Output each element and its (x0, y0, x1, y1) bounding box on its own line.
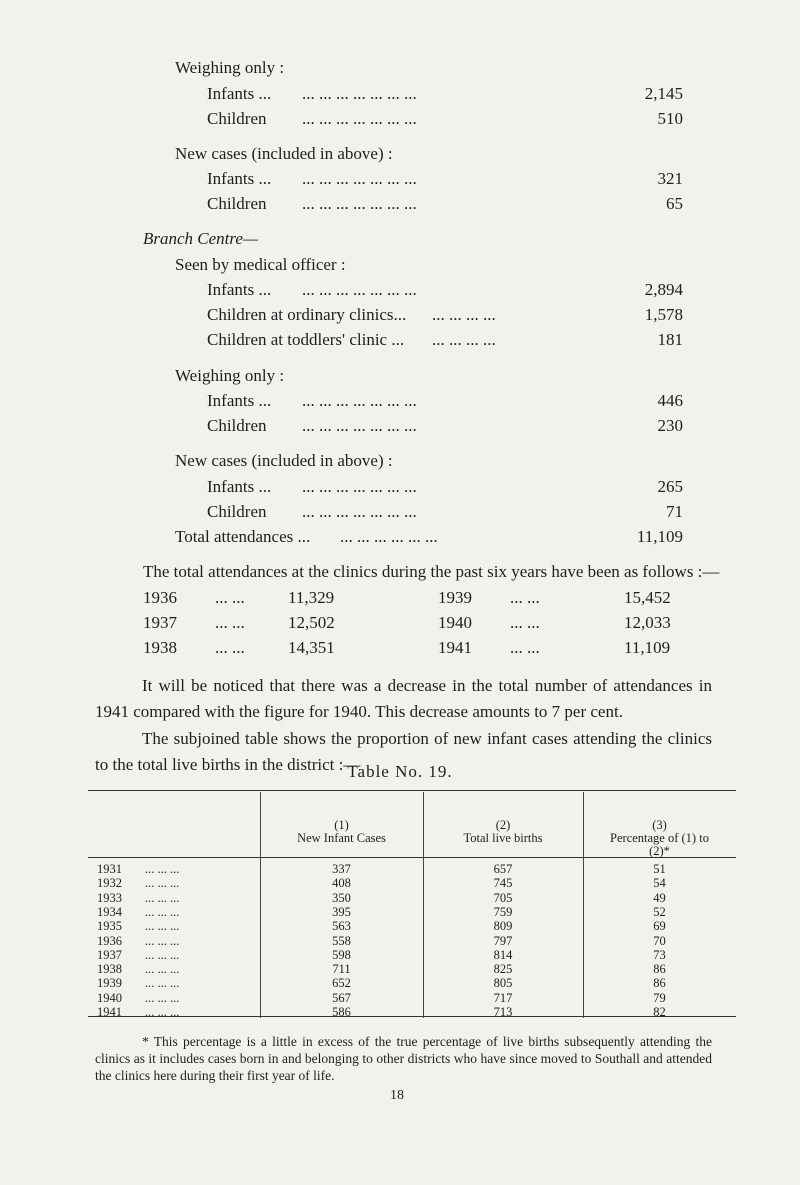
table-cell-new-infant-cases: 598 (332, 947, 351, 962)
table-cell-new-infant-cases: 586 (332, 1005, 351, 1019)
table-cell-live-births: 825 (493, 962, 513, 977)
row-label-children: Children (207, 194, 267, 213)
table-cell-live-births: 705 (493, 890, 513, 905)
column-number: (1) (334, 818, 349, 832)
leader-dots: ... ... ... ... ... ... ... (302, 84, 417, 103)
row-label-children-ordinary: Children at ordinary clinics... (207, 305, 407, 324)
table-cell-live-births: 759 (493, 904, 513, 919)
section-heading-new-cases: New cases (included in above) : (175, 451, 393, 470)
row-label-children: Children (207, 109, 267, 128)
paragraph-decrease: It will be noticed that there was a decrease in the total number of attendances in 1941 compared with the figure for 1940. This decrease amounts to 7 per cent. (95, 676, 712, 721)
table-cell-year: 1935 (97, 919, 122, 934)
table-cell-percentage: 79 (653, 990, 666, 1005)
table-cell-year: 1933 (97, 890, 122, 905)
year-value: 11,109 (624, 638, 671, 657)
table-cell-percentage: 52 (653, 904, 666, 919)
table-cell-percentage: 86 (653, 962, 666, 977)
table-cell-new-infant-cases: 563 (332, 919, 351, 934)
table-cell-new-infant-cases: 558 (332, 933, 351, 948)
table-cell-year: 1932 (97, 876, 122, 891)
table-cell-year: 1931 (97, 862, 122, 876)
leader-dots: ... ... ... (145, 904, 180, 919)
table-cell-live-births: 713 (493, 1005, 513, 1019)
row-value: 1,578 (644, 305, 683, 324)
table-cell-percentage: 73 (653, 947, 666, 962)
leader-dots: ... ... ... ... (432, 305, 496, 324)
row-value: 2,145 (644, 84, 683, 103)
leader-dots: ... ... ... ... ... ... (340, 527, 438, 546)
page-number: 18 (390, 1088, 404, 1103)
leader-dots: ... ... ... (145, 962, 180, 977)
leader-dots: ... ... ... ... ... ... ... (302, 194, 417, 213)
year-label: 1941 (438, 638, 472, 657)
section-heading-seen-by-medical-officer: Seen by medical officer : (175, 255, 346, 274)
table-cell-new-infant-cases: 395 (332, 904, 351, 919)
table-cell-year: 1939 (97, 976, 122, 991)
year-label: 1939 (438, 588, 472, 607)
leader-dots: ... ... ... (145, 1005, 180, 1019)
table-cell-new-infant-cases: 350 (332, 890, 351, 905)
table-cell-new-infant-cases: 711 (332, 962, 351, 977)
column-title: Total live births (463, 831, 543, 845)
row-label-children-toddlers: Children at toddlers' clinic ... (207, 330, 405, 349)
table-cell-live-births: 814 (493, 947, 513, 962)
table-cell-percentage: 49 (653, 890, 666, 905)
row-value: 230 (657, 416, 683, 435)
table-cell-new-infant-cases: 337 (332, 862, 351, 876)
year-label: 1937 (143, 613, 177, 632)
row-value: 510 (657, 109, 683, 128)
year-value: 11,329 (288, 588, 335, 607)
total-attendances-value: 11,109 (636, 527, 683, 546)
leader-dots: ... ... ... (145, 990, 180, 1005)
table-cell-percentage: 69 (653, 919, 666, 934)
leader-dots: ... ... ... ... ... ... ... (302, 416, 417, 435)
row-label-children: Children (207, 502, 267, 521)
row-value: 71 (666, 502, 683, 521)
table-cell-live-births: 797 (493, 933, 513, 948)
leader-dots: ... ... (510, 613, 540, 632)
six-year-intro: The total attendances at the clinics during the past six years have been as follows :— (143, 562, 720, 581)
footnote: * This percentage is a little in excess of the true percentage of live births subsequently attending the clinics as it includes cases born in and belonging to other districts who have since moved to Southall and attended the clinics here during their first year of life. (95, 1034, 712, 1083)
table-cell-percentage: 54 (653, 876, 666, 891)
table-cell-live-births: 805 (493, 976, 513, 991)
table-cell-new-infant-cases: 567 (332, 990, 351, 1005)
table-cell-percentage: 86 (653, 976, 666, 991)
row-label-infants: Infants ... (207, 391, 272, 410)
year-label: 1938 (143, 638, 177, 657)
row-value: 181 (657, 330, 683, 349)
leader-dots: ... ... ... (145, 919, 180, 934)
leader-dots: ... ... ... ... ... ... ... (302, 169, 417, 188)
leader-dots: ... ... (510, 638, 540, 657)
row-value: 65 (666, 194, 683, 213)
column-number: (2) (495, 818, 511, 832)
branch-centre-heading: Branch Centre— (143, 229, 259, 248)
paragraph-subjoined-table: The subjoined table shows the proportion of new infant cases attending the clinics to the total live births in the district :— (95, 729, 712, 774)
year-label: 1940 (438, 613, 472, 632)
column-header-total-live-births (423, 819, 583, 845)
table-cell-year: 1936 (97, 933, 122, 948)
section-heading-weighing-only: Weighing only : (175, 366, 285, 385)
year-value: 12,502 (288, 613, 335, 632)
year-value: 14,351 (288, 638, 335, 657)
section-heading-weighing-only: Weighing only : (175, 58, 285, 77)
leader-dots: ... ... ... (145, 876, 180, 891)
leader-dots: ... ... ... ... ... ... ... (302, 280, 417, 299)
row-value: 265 (657, 477, 683, 496)
leader-dots: ... ... ... (145, 890, 180, 905)
table-cell-live-births: 809 (493, 919, 513, 934)
leader-dots: ... ... ... ... ... ... ... (302, 109, 417, 128)
leader-dots: ... ... ... ... ... ... ... (302, 502, 417, 521)
table-cell-year: 1934 (97, 904, 122, 919)
leader-dots: ... ... ... (145, 862, 180, 876)
table-cell-year: 1941 (97, 1005, 122, 1019)
leader-dots: ... ... ... (145, 947, 180, 962)
row-label-infants: Infants ... (207, 84, 272, 103)
row-label-infants: Infants ... (207, 477, 272, 496)
table-cell-percentage: 51 (653, 862, 666, 876)
leader-dots: ... ... ... (145, 976, 180, 991)
year-label: 1936 (143, 588, 177, 607)
leader-dots: ... ... ... ... (432, 330, 496, 349)
table-cell-year: 1937 (97, 947, 122, 962)
section-heading-new-cases: New cases (included in above) : (175, 144, 393, 163)
leader-dots: ... ... ... ... ... ... ... (302, 391, 417, 410)
column-title: Percentage of (1) to (2)* (610, 831, 709, 858)
table-cell-live-births: 717 (493, 990, 513, 1005)
leader-dots: ... ... (510, 588, 540, 607)
table-cell-percentage: 70 (653, 933, 666, 948)
leader-dots: ... ... (215, 588, 245, 607)
row-value: 321 (657, 169, 683, 188)
row-label-infants: Infants ... (207, 280, 272, 299)
table-cell-new-infant-cases: 408 (332, 876, 351, 891)
leader-dots: ... ... (215, 638, 245, 657)
row-label-children: Children (207, 416, 267, 435)
leader-dots: ... ... (215, 613, 245, 632)
column-header-new-infant-cases (260, 819, 423, 845)
leader-dots: ... ... ... (145, 933, 180, 948)
table-title: Table No. 19. (347, 762, 453, 781)
row-value: 2,894 (644, 280, 683, 299)
table-top-rule (88, 790, 736, 791)
column-number: (3) (652, 818, 667, 832)
row-label-infants: Infants ... (207, 169, 272, 188)
year-value: 15,452 (624, 588, 671, 607)
table-cell-live-births: 657 (493, 862, 513, 876)
leader-dots: ... ... ... ... ... ... ... (302, 477, 417, 496)
row-value: 446 (657, 391, 683, 410)
year-value: 12,033 (624, 613, 671, 632)
column-title: New Infant Cases (297, 831, 386, 845)
table-cell-live-births: 745 (493, 876, 513, 891)
table-cell-year: 1938 (97, 962, 122, 977)
total-attendances-label: Total attendances ... (175, 527, 311, 546)
table-cell-new-infant-cases: 652 (332, 976, 351, 991)
table-cell-percentage: 82 (653, 1005, 666, 1019)
column-header-percentage (583, 819, 736, 858)
table-cell-year: 1940 (97, 990, 122, 1005)
